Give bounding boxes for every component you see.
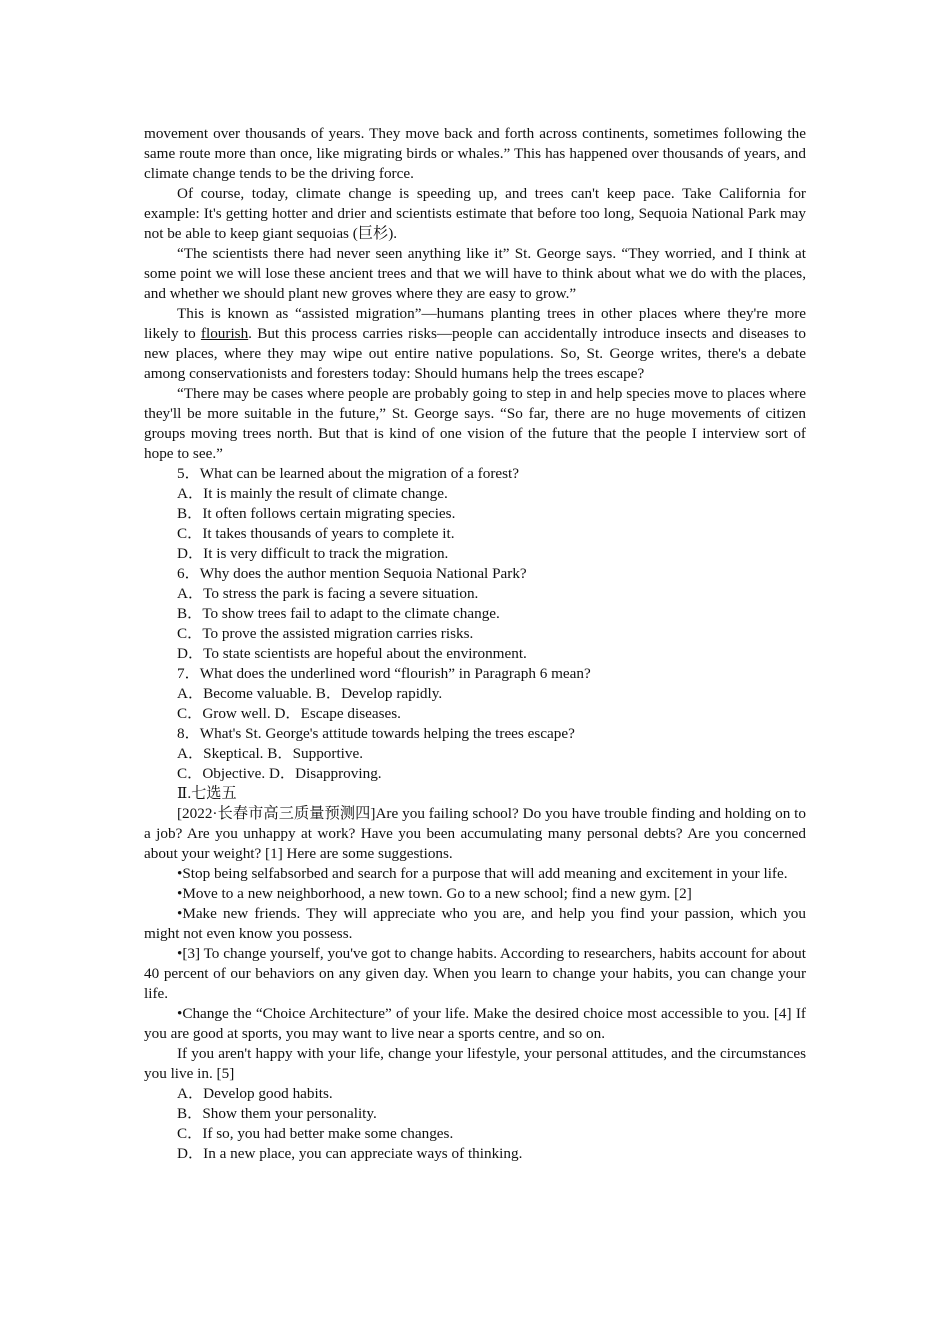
question-8: 8．What's St. George's attitude towards helping the trees escape? [177, 725, 575, 742]
section-heading: Ⅱ.七选五 [177, 785, 237, 802]
suggestion-4: •[3] To change yourself, you've got to change habits. According to researchers, habits account for about 40 percent of our behaviors on any given day. When you learn to change your habits, you can change your life. [144, 945, 806, 1002]
closing-paragraph: If you aren't happy with your life, change your lifestyle, your personal attitudes, and the circumstances you live in. [5] [144, 1045, 806, 1082]
question-6-option-a: A．To stress the park is facing a severe situation. [177, 585, 479, 602]
answer-option-a: A．Develop good habits. [177, 1085, 333, 1102]
question-7-options-cd: C．Grow well. D．Escape diseases. [177, 705, 401, 722]
answer-option-b: B．Show them your personality. [177, 1105, 377, 1122]
document-content [144, 124, 806, 1164]
question-5: 5．What can be learned about the migration of a forest? [177, 465, 520, 482]
passage-paragraph-3: “The scientists there had never seen anything like it” St. George says. “They worried, and I think at some point we will lose these ancient trees and that we will have to think about what we do with the places, and whether we should plant new groves where they are easy to grow.” [144, 245, 806, 302]
passage-paragraph-5: “There may be cases where people are probably going to step in and help species move to places where they'll be more suitable in the future,” St. George says. “So far, there are no huge movements of citizen groups moving trees north. But that is kind of one vision of the future that the people I interview sort of hope to see.” [144, 385, 806, 462]
underlined-word-flourish: flourish [200, 325, 249, 342]
question-6-option-d: D．To state scientists are hopeful about the environment. [177, 645, 527, 662]
suggestion-2: •Move to a new neighborhood, a new town. Go to a new school; find a new gym. [2] [177, 885, 692, 902]
question-6-option-b: B．To show trees fail to adapt to the climate change. [177, 605, 500, 622]
answer-option-d: D．In a new place, you can appreciate ways of thinking. [177, 1145, 523, 1162]
answer-option-c: C．If so, you had better make some changes. [177, 1125, 454, 1142]
paragraph-4-text-end: . But this process carries risks—people can accidentally introduce insects and diseases to new places, where they may wipe out entire native populations. So, St. George writes, there's a debate among conservationists and foresters today: Should humans help the trees escape? [144, 325, 806, 382]
question-8-options-ab: A．Skeptical. B．Supportive. [177, 745, 364, 762]
question-5-option-b: B．It often follows certain migrating species. [177, 505, 456, 522]
question-5-option-a: A．It is mainly the result of climate change. [177, 485, 448, 502]
question-6-option-c: C．To prove the assisted migration carries risks. [177, 625, 474, 642]
passage-paragraph-1: movement over thousands of years. They move back and forth across continents, sometimes following the same route more than once, like migrating birds or whales.” This has happened over thousands of years, and climate change tends to be the driving force. [144, 125, 806, 182]
question-8-options-cd: C．Objective. D．Disapproving. [177, 765, 382, 782]
section-intro: [2022·长春市高三质量预测四]Are you failing school? Do you have trouble finding and holding on to a job? Are you unhappy at work? Have you been accumulating many personal debts? Are you concerned about your weight? [1] Here are some suggestions. [144, 805, 806, 862]
suggestion-5: •Change the “Choice Architecture” of your life. Make the desired choice most accessible to you. [4] If you are good at sports, you may want to live near a sports centre, and so on. [144, 1005, 806, 1042]
question-7: 7．What does the underlined word “flourish” in Paragraph 6 mean? [177, 665, 591, 682]
question-7-options-ab: A．Become valuable. B．Develop rapidly. [177, 685, 443, 702]
question-5-option-c: C．It takes thousands of years to complete it. [177, 525, 455, 542]
suggestion-3: •Make new friends. They will appreciate who you are, and help you find your passion, which you might not even know you possess. [144, 905, 806, 942]
passage-paragraph-2: Of course, today, climate change is speeding up, and trees can't keep pace. Take California for example: It's getting hotter and drier and scientists estimate that before too long, Sequoia National Park may not be able to keep giant sequoias (巨杉). [144, 185, 806, 242]
question-6: 6．Why does the author mention Sequoia National Park? [177, 565, 527, 582]
paragraph-4-text-start: This is known as “assisted migration”—humans planting trees in other places where they're more likely to [144, 305, 806, 342]
passage-paragraph-4 [144, 304, 806, 384]
suggestion-1: •Stop being selfabsorbed and search for a purpose that will add meaning and excitement in your life. [177, 865, 788, 882]
question-5-option-d: D．It is very difficult to track the migration. [177, 545, 449, 562]
